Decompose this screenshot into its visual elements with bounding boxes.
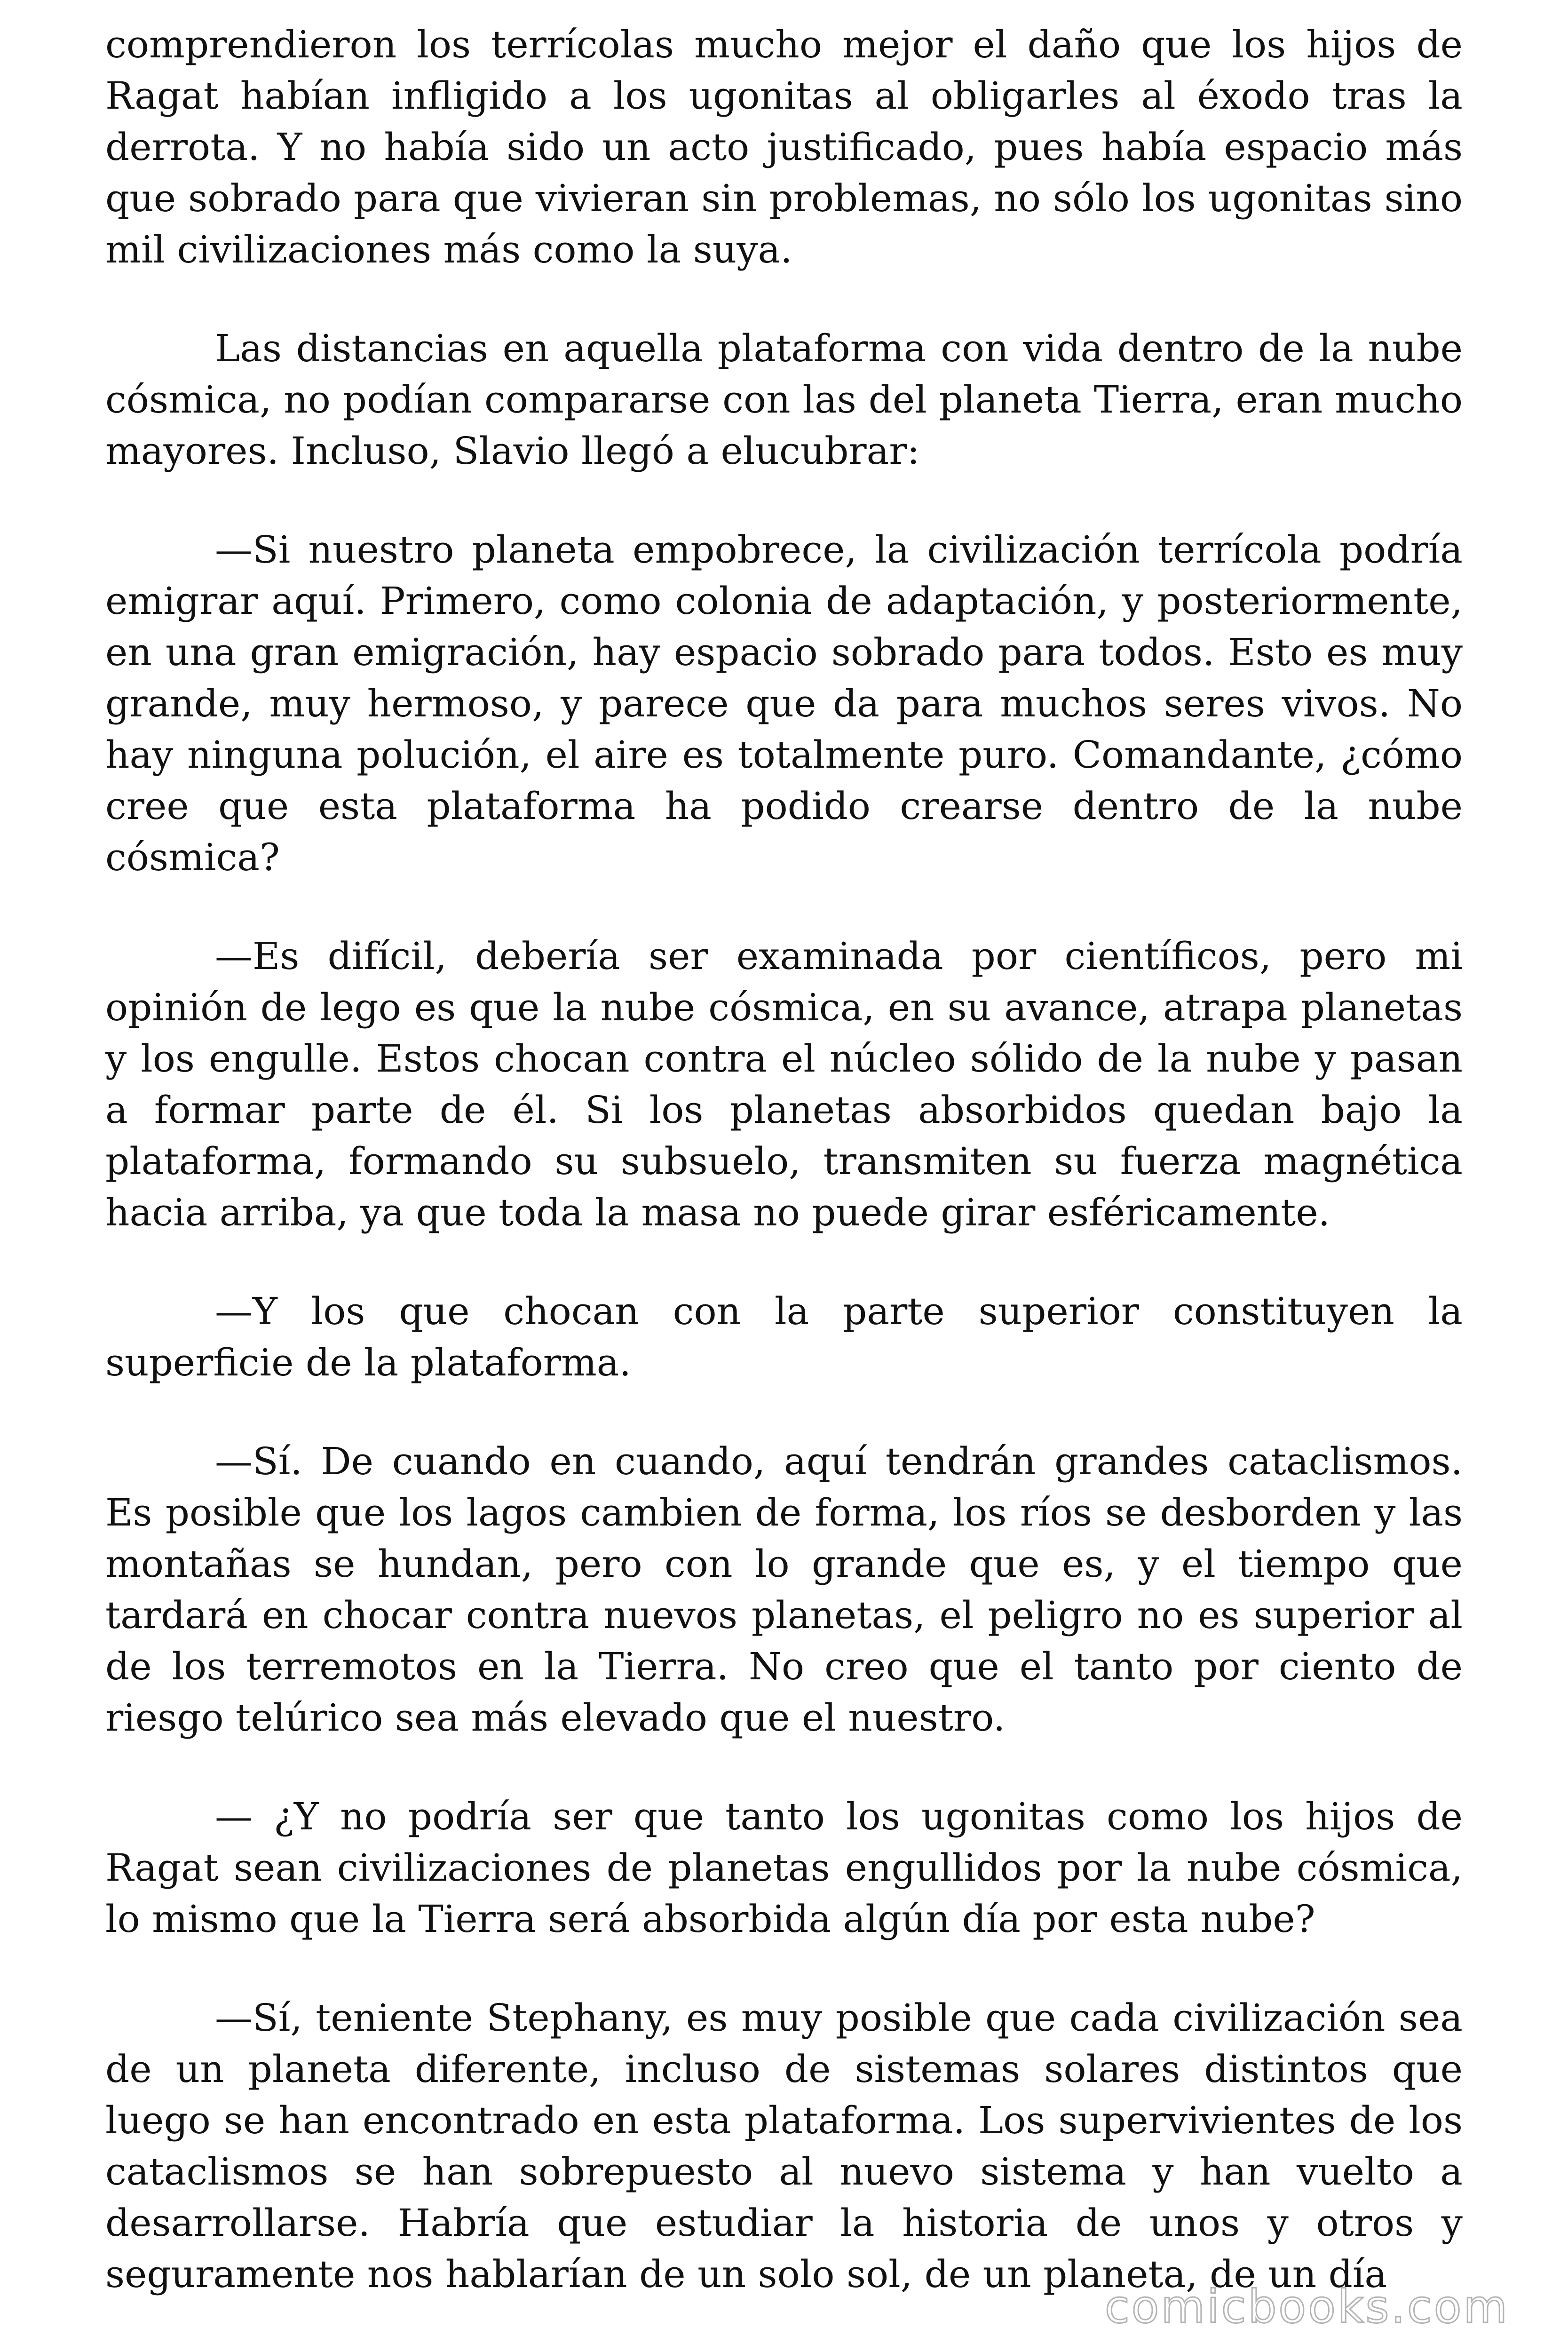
page-body [105,19,1463,2300]
paragraph-1: comprendieron los terrícolas mucho mejor el daño que los hijos de Ragat habían infligido a los ugonitas al obligarles al éxodo tras la derrota. Y no había sido un acto justificado, pues había espacio más que sobrado para que vivieran sin problemas, no sólo los ugonitas sino mil civilizaciones más como la suya. [105,23,1463,271]
paragraph-8: —Sí, teniente Stephany, es muy posible que cada civilización sea de un planeta diferente, incluso de sistemas solares distintos que luego se han encontrado en esta plataforma. Los supervivientes de los cataclismos se han sobrepuesto al nuevo sistema y han vuelto a desarrollarse. Habría que estudiar la historia de unos y otros y seguramente nos hablarían de un solo sol, de un planeta, de un día [105,1996,1463,2296]
watermark: comicbooks.com [1104,2280,1509,2333]
paragraph-6: —Sí. De cuando en cuando, aquí tendrán grandes cataclismos. Es posible que los lagos cambien de forma, los ríos se desborden y las montañas se hundan, pero con lo grande que es, y el tiempo que tardará en chocar contra nuevos planetas, el peligro no es superior al de los terremotos en la Tierra. No creo que el tanto por ciento de riesgo telúrico sea más elevado que el nuestro. [105,1439,1463,1740]
paragraph-3: —Si nuestro planeta empobrece, la civilización terrícola podría emigrar aquí. Primero, como colonia de adaptación, y posteriormente, en una gran emigración, hay espacio sobrado para todos. Esto es muy grande, muy hermoso, y parece que da para muchos seres vivos. No hay ninguna polución, el aire es totalmente puro. Comandante, ¿cómo cree que esta plataforma ha podido crearse dentro de la nube cósmica? [105,528,1463,879]
paragraph-4: —Es difícil, debería ser examinada por científicos, pero mi opinión de lego es que la nube cósmica, en su avance, atrapa planetas y los engulle. Estos chocan contra el núcleo sólido de la nube y pasan a formar parte de él. Si los planetas absorbidos quedan bajo la plataforma, formando su subsuelo, transmiten su fuerza magnética hacia arriba, ya que toda la masa no puede girar esféricamente. [105,934,1463,1234]
paragraph-5: —Y los que chocan con la parte superior constituyen la superficie de la plataforma. [105,1289,1463,1384]
paragraph-7: — ¿Y no podría ser que tanto los ugonitas como los hijos de Ragat sean civilizaciones de planetas engullidos por la nube cósmica, lo mismo que la Tierra será absorbida algún día por esta nube? [105,1795,1463,1941]
paragraph-2: Las distancias en aquella plataforma con vida dentro de la nube cósmica, no podían compararse con las del planeta Tierra, eran mucho mayores. Incluso, Slavio llegó a elucubrar: [105,326,1463,473]
